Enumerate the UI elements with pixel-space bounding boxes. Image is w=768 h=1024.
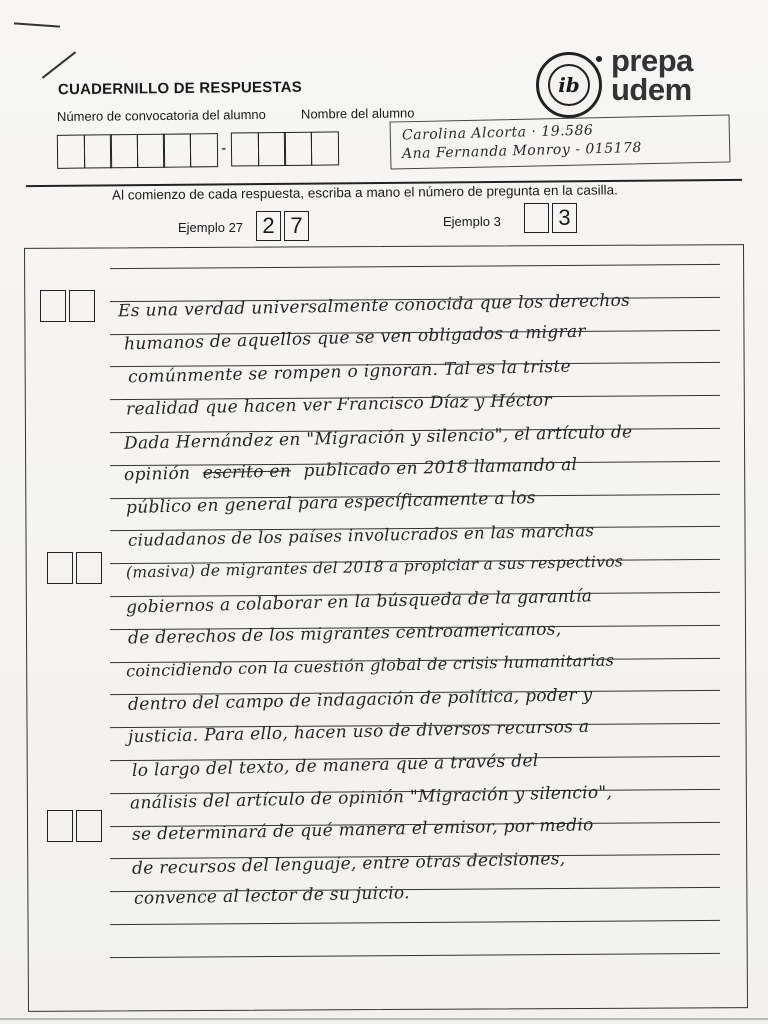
question-digit-box[interactable] — [40, 290, 66, 322]
question-digit-box[interactable] — [76, 552, 102, 584]
question-digit-box[interactable] — [76, 810, 102, 842]
example-1-label: Ejemplo 27 — [178, 220, 244, 235]
example-digit-box: 3 — [552, 203, 577, 233]
digit-box[interactable] — [163, 133, 191, 167]
student-name-line-1: Carolina Alcorta · 19.586 — [401, 122, 594, 144]
digit-box[interactable] — [136, 134, 164, 168]
answer-line: lo largo del texto, de manera que a través del — [131, 751, 539, 781]
digit-box[interactable] — [310, 131, 338, 165]
answer-line: Dada Hernández en "Migración y silencio", el artículo de — [123, 422, 633, 454]
digit-box[interactable] — [284, 132, 312, 166]
answer-line: (masiva) de migrantes del 2018 a propiciar a sus respectivos — [125, 552, 624, 582]
example-digit-box: 7 — [284, 211, 309, 241]
answer-line: coincidiendo con la cuestión global de crisis humanitarias — [125, 650, 615, 681]
logo-dot — [596, 56, 602, 62]
candidate-number-boxes-first — [57, 133, 216, 169]
student-name-label: Nombre del alumno — [300, 105, 415, 122]
prepa-udem-logo — [611, 43, 693, 107]
digit-box[interactable] — [231, 132, 259, 166]
logo-text-line1: prepa — [611, 43, 693, 78]
answer-line: realidad que hacen ver Francisco Díaz y Héctor — [125, 390, 552, 420]
answer-line: dentro del campo de indagación de política, poder y — [127, 685, 593, 715]
candidate-number-label: Número de convocatoria del alumno — [56, 106, 266, 125]
answer-line: de recursos del lenguaje, entre otras decisiones, — [131, 849, 566, 879]
ib-logo — [536, 52, 602, 118]
example-2-boxes — [524, 203, 580, 233]
answer-word: publicado en 2018 llamando al — [303, 454, 578, 482]
example-1-boxes — [256, 211, 312, 241]
corner-pen-mark — [14, 22, 60, 27]
student-name-line-2: Ana Fernanda Monroy - 015178 — [401, 139, 643, 163]
question-digit-box[interactable] — [47, 810, 73, 842]
answer-line: justicia. Para ello, hacen uso de diversos recursos a — [127, 716, 590, 748]
digit-box[interactable] — [83, 134, 111, 168]
page-bottom-edge — [0, 1018, 768, 1020]
question-digit-box[interactable] — [47, 552, 73, 584]
example-2-label: Ejemplo 3 — [443, 214, 501, 229]
digit-box[interactable] — [110, 134, 138, 168]
instructions-text: Al comienzo de cada respuesta, escriba a mano el número de pregunta en la casilla. — [111, 182, 618, 203]
answer-line: ciudadanos de los países involucrados en las marchas — [127, 521, 595, 550]
ib-logo-mark: ib — [548, 64, 590, 106]
question-number-box[interactable] — [40, 290, 98, 322]
logo-text-line2: udem — [611, 72, 692, 107]
question-digit-box[interactable] — [69, 290, 95, 322]
struck-out-text: escrito en — [202, 461, 292, 484]
sheet-title: CUADERNILLO DE RESPUESTAS — [57, 78, 303, 99]
candidate-number-boxes-second — [231, 131, 337, 166]
corner-pen-mark — [42, 51, 76, 78]
answer-line: comúnmente se rompen o ignoran. Tal es la triste — [127, 356, 572, 388]
answer-line: se determinará de qué manera el emisor, por medio — [131, 815, 594, 845]
answer-line: humanos de aquellos que se ven obligados a migrar — [123, 321, 587, 355]
question-number-box[interactable] — [47, 552, 105, 584]
answer-line: de derechos de los migrantes centroamericanos, — [127, 619, 562, 649]
answer-line: Es una verdad universalmente conocida que los derechos — [117, 290, 631, 322]
answer-line: público en general para específicamente a los — [125, 487, 537, 519]
question-number-box[interactable] — [47, 810, 105, 842]
answer-word: opinión — [123, 463, 191, 486]
example-digit-box — [524, 203, 549, 233]
example-digit-box: 2 — [256, 211, 281, 241]
answer-line: análisis del artículo de opinión "Migración y silencio", — [129, 782, 613, 814]
answer-line: gobiernos a colaborar en la búsqueda de la garantía — [125, 586, 593, 618]
digit-box[interactable] — [189, 133, 217, 167]
digit-box[interactable] — [257, 132, 285, 166]
digit-box[interactable] — [57, 135, 85, 169]
candidate-number-separator: - — [221, 140, 227, 157]
answer-line: convence al lector de su juicio. — [133, 883, 411, 909]
